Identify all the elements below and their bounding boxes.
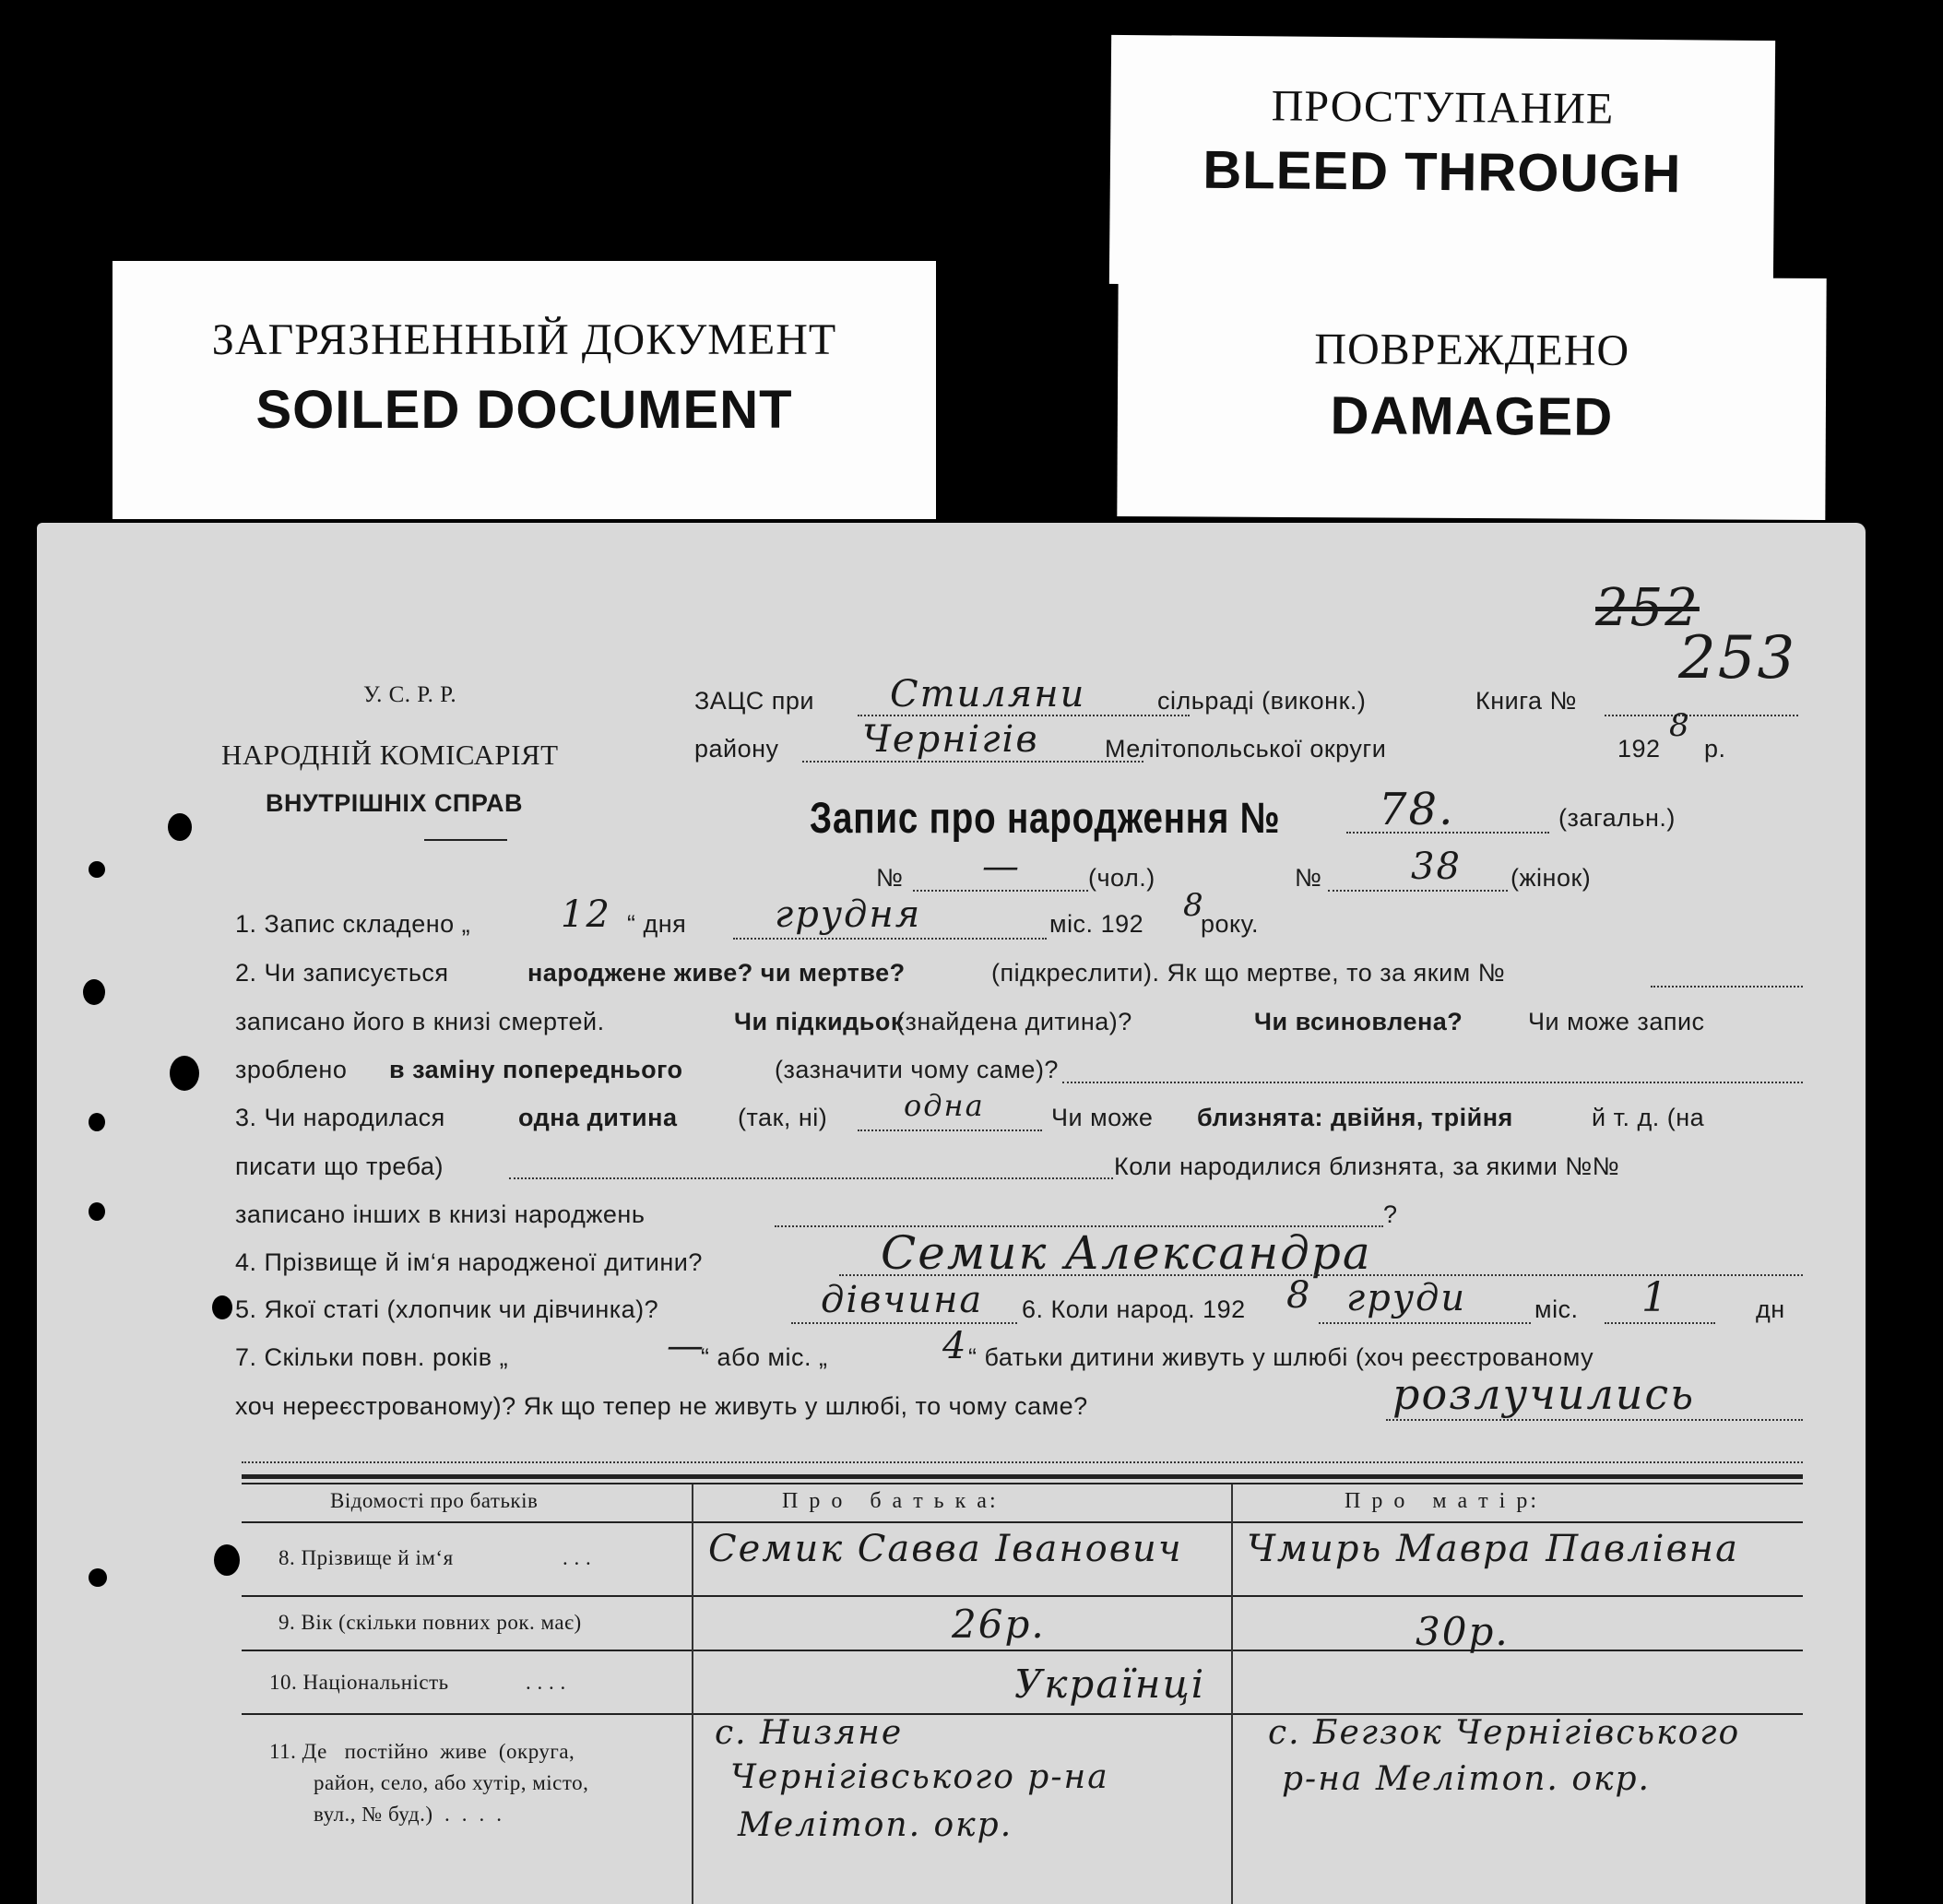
f5-text-a: 5. Якої статі (хлопчик чи дівчинка)? — [235, 1295, 659, 1323]
f3-twins-line — [509, 1177, 1113, 1179]
f3-single-child: одна дитина — [518, 1104, 678, 1131]
district-name: Чернігів — [862, 718, 1039, 761]
punch-hole — [83, 979, 105, 1005]
damaged-label — [1117, 275, 1826, 520]
f7-text-d: хоч нереєстрованому)? Як що тепер не живуть у шлюбі, то чому саме? — [235, 1392, 1088, 1420]
table-col-father: П р о б а т ь к а: — [782, 1489, 999, 1513]
father-name: Семик Савва Іванович — [708, 1528, 1183, 1570]
f7-value: розлучились — [1392, 1369, 1696, 1419]
father-address-2: Чернігівського р-на — [730, 1758, 1109, 1796]
f6-year: 8 — [1286, 1274, 1312, 1317]
f1-month: грудня — [775, 893, 922, 936]
f3-text-h: Коли народилися близнята, за якими №№ — [1114, 1153, 1620, 1180]
punch-hole — [168, 813, 192, 841]
f2-alive-or-dead: народжене живе? чи мертве? — [527, 959, 906, 987]
soiled-label-ru: ЗАГРЯЗНЕННЫЙ ДОКУМЕНТ — [211, 315, 837, 364]
child-sex-line — [791, 1322, 1017, 1324]
f7-years: — — [667, 1325, 705, 1367]
f1-text-b: “ дня — [627, 910, 687, 938]
father-address-1: с. Низяне — [715, 1714, 904, 1752]
year-prefix: 192 — [1617, 735, 1661, 763]
number-male-line — [913, 890, 1088, 892]
f2-foundling: Чи підкидьок — [734, 1008, 904, 1035]
child-sex: дівчина — [821, 1279, 984, 1321]
f3-text-c: (так, ні) — [738, 1104, 828, 1131]
record-number-total: 78. — [1379, 784, 1455, 835]
f3-value-line — [858, 1129, 1042, 1131]
f2-adopted: Чи всиновлена? — [1254, 1008, 1463, 1035]
f7-months: 4 — [942, 1325, 968, 1367]
father-address-3: Мелітоп. окр. — [738, 1806, 1013, 1844]
book-label: Книга № — [1475, 687, 1577, 715]
punch-hole — [89, 1202, 105, 1221]
male-label: (чол.) — [1088, 864, 1155, 892]
r11-label-3: вул., № буд.) . . . . — [314, 1803, 503, 1826]
total-label: (загальн.) — [1558, 804, 1676, 832]
f2-text-a: 2. Чи записується — [235, 959, 449, 987]
f3-twins: близнята: двійня, трійня — [1197, 1104, 1513, 1131]
district-suffix: Мелітопольської округи — [1105, 735, 1387, 763]
f3-text-d: Чи може — [1051, 1104, 1154, 1131]
table-top-rule-2 — [242, 1483, 1803, 1484]
f7-text-a: 7. Скільки повн. років „ — [235, 1343, 509, 1371]
r10-label: 10. Національність — [269, 1671, 449, 1694]
f6-text-a: 6. Коли народ. 192 — [1022, 1295, 1246, 1323]
f7-text-c: “ батьки дитини живуть у шлюбі (хоч реєстрованому — [968, 1343, 1594, 1371]
r9-label: 9. Вік (скільки повних рок. має) — [278, 1611, 582, 1634]
number-female-line — [1328, 890, 1508, 892]
header-rule — [424, 839, 507, 841]
zags-village: Стиляни — [890, 673, 1086, 715]
district-prefix: району — [694, 735, 779, 763]
commissariat-header: НАРОДНІЙ КОМІСАРІЯТ — [221, 739, 559, 771]
father-age: 26р. — [952, 1602, 1046, 1647]
book-number-line — [1605, 715, 1798, 716]
table-top-rule — [242, 1474, 1803, 1479]
f7-text-b: “ або міс. „ — [701, 1343, 828, 1371]
male-no-label: № — [876, 864, 904, 892]
f2-text-f: (знайдена дитина)? — [896, 1008, 1132, 1035]
f2-text-h: Чи може запис — [1528, 1008, 1705, 1035]
punch-hole — [89, 861, 105, 878]
bleed-label-ru: ПРОСТУПАНИЕ — [1271, 81, 1615, 134]
f1-text-c: міс. 192 — [1049, 910, 1144, 938]
f6-day-line — [1605, 1322, 1715, 1324]
f3-text-i: записано інших в книзі народжень — [235, 1200, 646, 1228]
f4-text-a: 4. Прізвище й ім‘я народженої дитини? — [235, 1248, 703, 1276]
f2-replacement: в заміну попереднього — [389, 1056, 683, 1083]
table-col-divider — [692, 1484, 693, 1904]
damaged-label-en: DAMAGED — [1330, 385, 1614, 447]
district-name-line — [802, 761, 1143, 763]
mother-age: 30р. — [1416, 1609, 1510, 1654]
punch-hole — [170, 1056, 199, 1091]
ussr-header: У. С. Р. Р. — [363, 682, 457, 707]
f3-text-g: писати що треба) — [235, 1153, 444, 1180]
record-number-line — [1346, 832, 1549, 834]
punch-hole — [89, 1113, 105, 1131]
birth-record-form — [37, 523, 1866, 1904]
r8-label: 8. Прізвище й ім‘я — [278, 1546, 454, 1569]
r8-dots: . . . — [563, 1546, 592, 1569]
mother-address-1: с. Бегзок Чернігівського — [1268, 1714, 1741, 1752]
f1-year: 8 — [1183, 887, 1205, 924]
table-col-divider — [1231, 1484, 1233, 1904]
table-row-rule — [242, 1595, 1803, 1597]
f2-text-c: (підкреслити). Як що мертве, то за яким № — [991, 959, 1506, 987]
table-col-mother: П р о м а т і р: — [1345, 1489, 1539, 1513]
f6-text-c: дн — [1756, 1295, 1785, 1323]
f6-month: груди — [1346, 1277, 1467, 1319]
f1-text-d: року. — [1201, 910, 1259, 938]
record-title: Запис про народження № — [810, 793, 1281, 842]
year-digit: 8 — [1669, 707, 1691, 744]
f3-question: ? — [1383, 1200, 1398, 1228]
f6-month-line — [1319, 1322, 1531, 1324]
f2-death-number-line — [1651, 986, 1803, 987]
mother-name: Чмирь Мавра Павлівна — [1247, 1528, 1739, 1570]
punch-hole — [212, 1295, 232, 1319]
f3-text-a: 3. Чи народилася — [235, 1104, 445, 1131]
f7-value-line — [1386, 1419, 1803, 1421]
nationality: Українці — [1014, 1662, 1206, 1707]
number-male: — — [982, 846, 1021, 888]
female-label: (жінок) — [1511, 864, 1592, 892]
table-col-parents: Відомості про батьків — [330, 1489, 539, 1512]
table-row-rule — [242, 1650, 1803, 1651]
f2-text-d: записано його в книзі смертей. — [235, 1008, 605, 1035]
f3-text-f: й т. д. (на — [1592, 1104, 1705, 1131]
female-no-label: № — [1295, 864, 1322, 892]
internal-affairs-header: ВНУТРІШНІХ СПРАВ — [266, 789, 523, 817]
punch-hole — [214, 1544, 240, 1576]
damaged-label-ru: ПОВРЕЖДЕНО — [1314, 325, 1630, 375]
f3-value: одна — [904, 1088, 985, 1123]
f2-reason-line — [1062, 1082, 1803, 1083]
f2-text-k: (зазначити чому саме)? — [775, 1056, 1059, 1083]
f2-text-i: зроблено — [235, 1056, 348, 1083]
soiled-document-label — [113, 261, 936, 519]
zags-prefix: ЗАЦС при — [694, 687, 815, 715]
r11-label-2: район, село, або хутір, місто, — [314, 1771, 589, 1794]
f7-extra-line — [242, 1461, 1803, 1463]
soiled-label-en: SOILED DOCUMENT — [255, 380, 793, 440]
punch-hole — [89, 1568, 107, 1587]
f1-text-a: 1. Запис складено „ — [235, 910, 471, 938]
r10-dots: . . . . — [526, 1671, 566, 1694]
r11-label-1: 11. Де постійно живе (округа, — [269, 1740, 575, 1763]
mother-address-2: р-на Мелітоп. окр. — [1282, 1760, 1651, 1798]
page-number-current: 253 — [1678, 624, 1797, 692]
bleed-through-label — [1109, 35, 1775, 290]
bleed-label-en: BLEED THROUGH — [1203, 139, 1682, 205]
page-number-struck: 252 — [1595, 578, 1700, 638]
f1-month-line — [733, 938, 1047, 940]
zags-village-line — [858, 715, 1190, 716]
year-suffix: р. — [1704, 735, 1726, 763]
zags-suffix: сільраді (виконк.) — [1157, 687, 1367, 715]
child-name: Семик Александра — [881, 1226, 1372, 1280]
number-female: 38 — [1411, 846, 1462, 888]
f6-day: 1 — [1641, 1274, 1669, 1321]
table-header-rule — [242, 1521, 1803, 1523]
f6-text-b: міс. — [1534, 1295, 1579, 1323]
f1-day: 12 — [561, 893, 611, 936]
